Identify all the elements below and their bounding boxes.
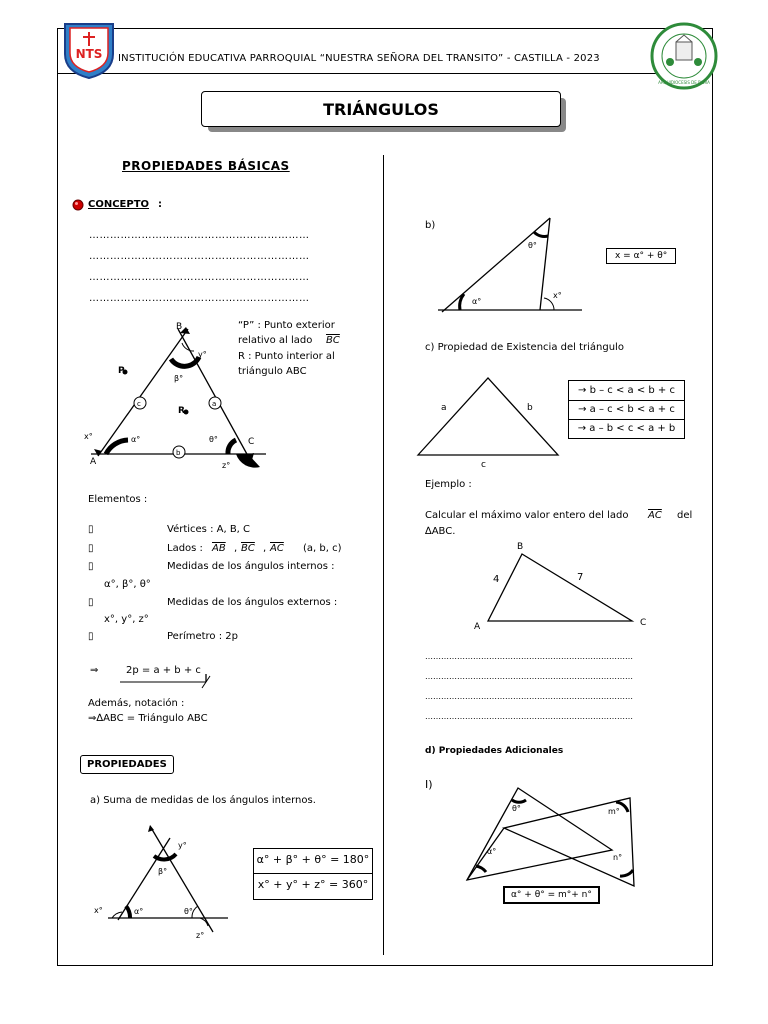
note-point-p: “P” : Punto exterior: [238, 320, 335, 331]
svg-text:c: c: [481, 460, 486, 469]
svg-text:x°: x°: [94, 906, 103, 915]
svg-text:a: a: [441, 403, 447, 413]
diocese-seal: [650, 22, 718, 92]
red-bullet-icon: [72, 199, 84, 211]
svg-text:R: R: [178, 406, 185, 416]
svg-text:y°: y°: [198, 350, 207, 359]
internal-sum-formula: α° + β° + θ° = 180°: [256, 853, 370, 866]
svg-text:θ°: θ°: [184, 907, 193, 916]
internal-angles-item: Medidas de los ángulos internos :: [167, 561, 335, 572]
angle-sum-triangle-figure: [88, 822, 238, 940]
concept-blank-line: ………………………………………………………: [89, 230, 310, 241]
svg-text:x°: x°: [553, 291, 562, 300]
answer-blank-line: ……………………………………………………………………: [425, 692, 633, 701]
inequality-a: → b – c < a < b + c: [578, 385, 675, 396]
note-point-p-relative: relativo al lado: [238, 335, 313, 346]
example-triangle-figure: [470, 538, 660, 634]
school-logo: [62, 20, 116, 80]
perimeter-formula: 2p = a + b + c: [126, 665, 201, 676]
svg-text:C: C: [248, 437, 255, 447]
external-angles-values: x°, y°, z°: [104, 614, 149, 625]
svg-text:z°: z°: [222, 461, 231, 470]
answer-blank-line: ……………………………………………………………………: [425, 712, 633, 721]
svg-text:NTS: NTS: [75, 47, 103, 61]
elementos-label: Elementos :: [88, 494, 148, 505]
item-b-label: b): [425, 220, 436, 231]
item-i-label: I): [425, 778, 433, 791]
formula-bracket: [120, 674, 212, 690]
svg-text:b: b: [527, 403, 533, 413]
segment-ac: $\overline{AC}$: [270, 543, 284, 554]
angle-sum-box: [253, 848, 373, 900]
svg-text:θ°: θ°: [528, 241, 537, 250]
internal-angles-values: α°, β°, θ°: [104, 579, 151, 590]
bullet-icon: ▯: [88, 561, 94, 572]
page-title: TRIÁNGULOS: [201, 91, 561, 127]
propiedades-label: PROPIEDADES: [80, 755, 174, 774]
item-c-label: c) Propiedad de Existencia del triángulo: [425, 342, 624, 353]
lados-abc: (a, b, c): [303, 543, 342, 554]
inequality-c: → a – b < c < a + b: [577, 423, 676, 434]
exterior-angle-figure: [430, 212, 590, 317]
header-divider: [57, 73, 711, 74]
concepto-colon: :: [158, 199, 162, 210]
answer-blank-line: ……………………………………………………………………: [425, 672, 633, 681]
svg-text:α°: α°: [472, 297, 482, 306]
existence-triangle-figure: [414, 373, 564, 469]
svg-text:y°: y°: [178, 841, 187, 850]
svg-text:a: a: [212, 400, 217, 408]
svg-text:4: 4: [493, 574, 500, 585]
ejemplo-label: Ejemplo :: [425, 479, 472, 490]
svg-text:c: c: [137, 400, 141, 408]
bullet-icon: ▯: [88, 524, 94, 535]
exterior-angle-formula: x = α° + θ°: [606, 248, 676, 264]
section-title-propiedades-basicas: PROPIEDADES BÁSICAS: [122, 159, 290, 173]
bullet-icon: ▯: [88, 543, 94, 554]
item-d-label: d) Propiedades Adicionales: [425, 746, 564, 756]
svg-text:m°: m°: [608, 807, 620, 816]
note-point-r-triangle: triángulo ABC: [238, 366, 307, 377]
implies-arrow: ⇒: [90, 665, 99, 676]
svg-text:b: b: [176, 449, 181, 457]
concepto-label: CONCEPTO: [88, 199, 150, 210]
ademas-notacion: Además, notación :: [88, 698, 185, 709]
svg-text:7: 7: [577, 572, 584, 583]
svg-text:B: B: [517, 542, 524, 552]
svg-text:P: P: [118, 366, 125, 376]
external-sum-formula: x° + y° + z° = 360°: [257, 878, 369, 891]
svg-text:θ°: θ°: [512, 804, 521, 813]
comma: ,: [234, 543, 238, 554]
perimeter-item: Perímetro : 2p: [167, 631, 238, 642]
property-a-text: a) Suma de medidas de los ángulos internos.: [90, 795, 316, 806]
bullet-icon: ▯: [88, 597, 94, 608]
svg-text:θ°: θ°: [209, 435, 218, 444]
bowtie-formula: α° + θ° = m°+ n°: [503, 886, 600, 904]
notacion-triangle: ⇒∆ABC = Triángulo ABC: [88, 713, 208, 724]
segment-ac: $\overline{AC}$: [648, 510, 662, 521]
comma: ,: [263, 543, 267, 554]
note-point-r: R : Punto interior al: [238, 351, 335, 362]
segment-ab: $\overline{AB}$: [212, 543, 226, 554]
lados-label: Lados :: [167, 543, 203, 554]
svg-text:A: A: [474, 622, 481, 632]
svg-text:A: A: [90, 457, 97, 467]
svg-text:x°: x°: [84, 432, 93, 441]
example-question: Calcular el máximo valor entero del lado: [425, 510, 629, 521]
example-question-triangle: ∆ABC.: [425, 526, 456, 537]
example-question-del: del: [677, 510, 693, 521]
concept-blank-line: ………………………………………………………: [89, 272, 310, 283]
concept-blank-line: ………………………………………………………: [89, 293, 310, 304]
svg-text:β°: β°: [174, 374, 184, 383]
svg-text:n°: n°: [613, 853, 623, 862]
svg-text:B: B: [176, 322, 183, 332]
institution-header: INSTITUCIÓN EDUCATIVA PARROQUIAL “NUESTRA SEÑORA DEL TRANSITO” - CASTILLA - 2023: [118, 53, 600, 64]
svg-text:α°: α°: [134, 907, 144, 916]
column-divider: [383, 155, 384, 955]
svg-text:β°: β°: [158, 867, 168, 876]
svg-text:C: C: [640, 618, 647, 628]
svg-text:ARQUIDIOCESIS DE PIURA: ARQUIDIOCESIS DE PIURA: [658, 80, 710, 85]
external-angles-item: Medidas de los ángulos externos :: [167, 597, 338, 608]
segment-bc: $\overline{BC}$: [241, 543, 255, 554]
svg-text:α°: α°: [487, 847, 497, 856]
bowtie-figure: [462, 778, 642, 888]
existence-inequalities-box: [568, 380, 685, 439]
answer-blank-line: ……………………………………………………………………: [425, 652, 633, 661]
svg-text:z°: z°: [196, 931, 205, 940]
inequality-b: → a – c < b < a + c: [578, 404, 675, 415]
vertices-item: Vértices : A, B, C: [167, 524, 251, 535]
segment-bc: $\overline{BC}$: [326, 335, 340, 346]
bullet-icon: ▯: [88, 631, 94, 642]
concept-blank-line: ………………………………………………………: [89, 251, 310, 262]
svg-text:α°: α°: [131, 435, 141, 444]
